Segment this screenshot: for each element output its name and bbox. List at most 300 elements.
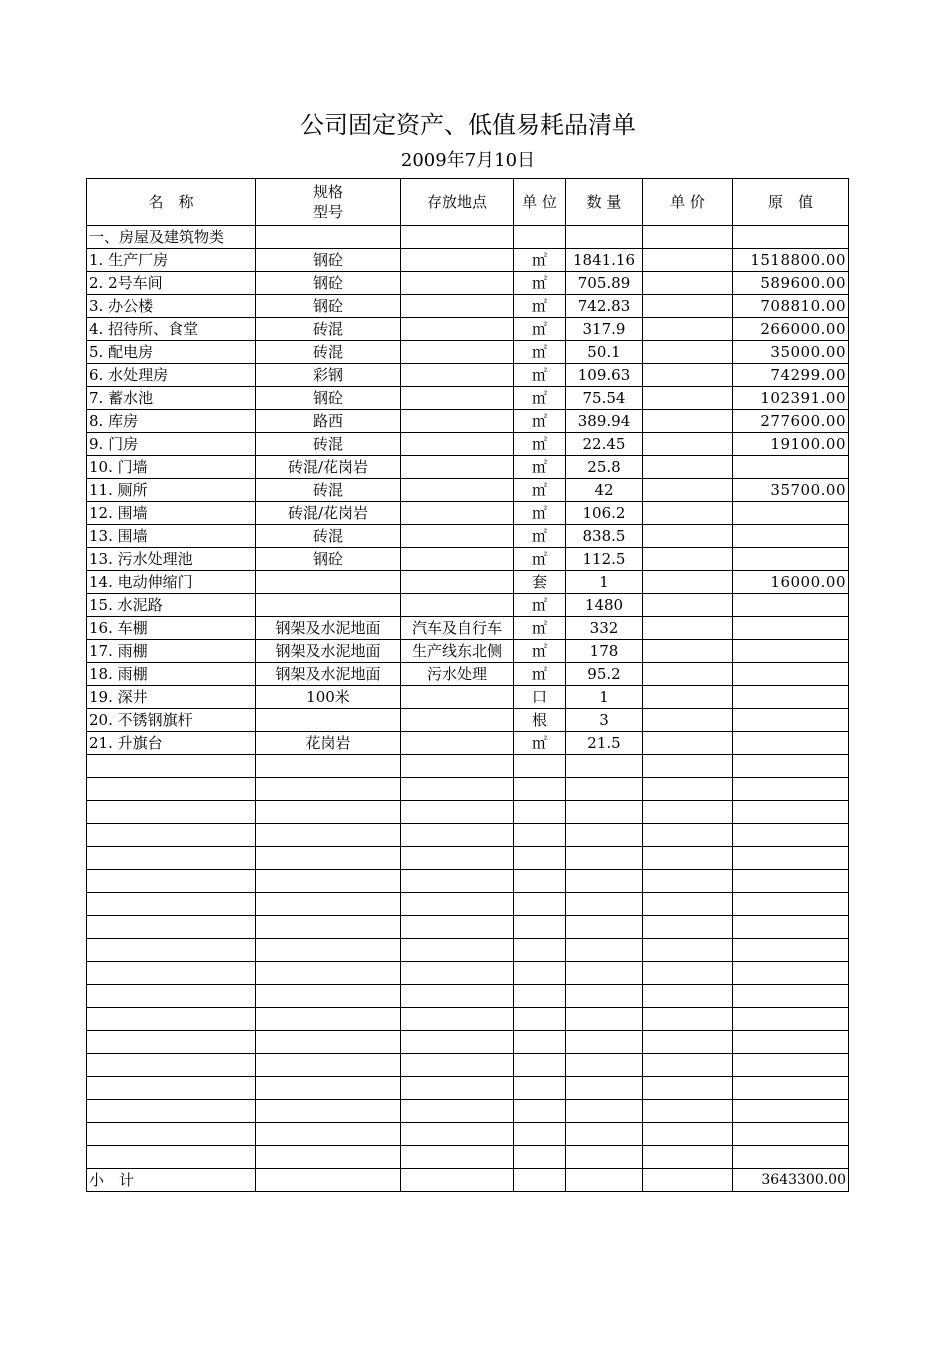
row-spec: 钢架及水泥地面 — [256, 663, 401, 686]
row-name: 14. 电动伸缩门 — [87, 571, 256, 594]
row-spec — [256, 571, 401, 594]
table-cell — [566, 847, 643, 870]
row-price — [643, 617, 733, 640]
table-cell — [566, 893, 643, 916]
empty-row — [87, 1008, 849, 1031]
row-quantity: 317.9 — [566, 318, 643, 341]
row-name: 16. 车棚 — [87, 617, 256, 640]
row-location — [401, 433, 514, 456]
row-price — [643, 594, 733, 617]
row-value: 35700.00 — [733, 479, 849, 502]
row-unit: ㎡ — [514, 433, 566, 456]
row-quantity: 21.5 — [566, 732, 643, 755]
table-row — [87, 341, 849, 364]
table-cell — [566, 778, 643, 801]
row-quantity: 742.83 — [566, 295, 643, 318]
table-cell — [566, 962, 643, 985]
row-price — [643, 732, 733, 755]
row-price — [643, 525, 733, 548]
table-cell — [401, 916, 514, 939]
table-cell — [256, 1008, 401, 1031]
table-cell — [566, 1031, 643, 1054]
row-name: 9. 门房 — [87, 433, 256, 456]
row-quantity: 22.45 — [566, 433, 643, 456]
table-cell — [87, 1100, 256, 1123]
header-location: 存放地点 — [401, 179, 514, 226]
row-price — [643, 479, 733, 502]
table-cell — [514, 1100, 566, 1123]
table-cell — [733, 1146, 849, 1169]
table-cell — [566, 1008, 643, 1031]
row-value — [733, 456, 849, 479]
table-row — [87, 732, 849, 755]
table-cell — [401, 985, 514, 1008]
row-spec: 钢架及水泥地面 — [256, 640, 401, 663]
row-value — [733, 640, 849, 663]
row-value — [733, 709, 849, 732]
table-cell — [733, 226, 849, 249]
row-location — [401, 502, 514, 525]
table-cell — [401, 1169, 514, 1192]
table-cell — [643, 1169, 733, 1192]
table-cell — [401, 824, 514, 847]
total-label: 小 计 — [87, 1169, 256, 1192]
row-location — [401, 295, 514, 318]
row-value — [733, 617, 849, 640]
empty-row — [87, 916, 849, 939]
table-cell — [643, 778, 733, 801]
empty-row — [87, 962, 849, 985]
header-name: 名 称 — [87, 179, 256, 226]
table-cell — [566, 916, 643, 939]
row-spec: 钢砼 — [256, 387, 401, 410]
table-cell — [643, 824, 733, 847]
table-cell — [401, 1077, 514, 1100]
table-cell — [566, 226, 643, 249]
row-price — [643, 456, 733, 479]
table-row — [87, 709, 849, 732]
row-value — [733, 686, 849, 709]
table-cell — [733, 1100, 849, 1123]
row-price — [643, 272, 733, 295]
total-value: 3643300.00 — [733, 1169, 849, 1192]
row-price — [643, 663, 733, 686]
row-name: 20. 不锈钢旗杆 — [87, 709, 256, 732]
row-spec: 彩钢 — [256, 364, 401, 387]
table-cell — [733, 1123, 849, 1146]
row-spec: 100米 — [256, 686, 401, 709]
row-value — [733, 663, 849, 686]
table-cell — [514, 962, 566, 985]
table-cell — [514, 801, 566, 824]
table-cell — [566, 755, 643, 778]
table-cell — [401, 870, 514, 893]
table-cell — [256, 1077, 401, 1100]
category-label: 一、房屋及建筑物类 — [87, 226, 256, 249]
table-cell — [87, 939, 256, 962]
table-cell — [401, 778, 514, 801]
row-name: 13. 污水处理池 — [87, 548, 256, 571]
row-unit: ㎡ — [514, 479, 566, 502]
table-cell — [566, 1100, 643, 1123]
row-unit: ㎡ — [514, 295, 566, 318]
empty-row — [87, 985, 849, 1008]
row-spec: 路西 — [256, 410, 401, 433]
table-row — [87, 295, 849, 318]
row-name: 3. 办公楼 — [87, 295, 256, 318]
sheet-date: 2009年7月10日 — [400, 150, 536, 171]
row-quantity: 705.89 — [566, 272, 643, 295]
row-quantity: 838.5 — [566, 525, 643, 548]
table-cell — [733, 870, 849, 893]
row-value — [733, 594, 849, 617]
table-cell — [643, 1054, 733, 1077]
table-cell — [256, 778, 401, 801]
table-cell — [643, 1100, 733, 1123]
row-value — [733, 502, 849, 525]
table-cell — [566, 801, 643, 824]
row-spec: 砖混 — [256, 525, 401, 548]
table-cell — [514, 1123, 566, 1146]
table-cell — [514, 916, 566, 939]
row-quantity: 42 — [566, 479, 643, 502]
row-spec: 钢架及水泥地面 — [256, 617, 401, 640]
table-row — [87, 272, 849, 295]
row-name: 12. 围墙 — [87, 502, 256, 525]
table-row — [87, 663, 849, 686]
row-quantity: 25.8 — [566, 456, 643, 479]
row-name: 8. 库房 — [87, 410, 256, 433]
row-quantity: 1480 — [566, 594, 643, 617]
table-row — [87, 479, 849, 502]
table-cell — [87, 755, 256, 778]
row-price — [643, 709, 733, 732]
row-name: 19. 深井 — [87, 686, 256, 709]
empty-row — [87, 1054, 849, 1077]
table-cell — [643, 847, 733, 870]
table-cell — [566, 1123, 643, 1146]
table-cell — [87, 847, 256, 870]
table-cell — [256, 1146, 401, 1169]
table-cell — [401, 1123, 514, 1146]
row-name: 2. 2号车间 — [87, 272, 256, 295]
row-quantity: 3 — [566, 709, 643, 732]
table-cell — [514, 1008, 566, 1031]
total-row — [87, 1169, 849, 1192]
row-name: 4. 招待所、食堂 — [87, 318, 256, 341]
table-cell — [514, 1054, 566, 1077]
table-row — [87, 318, 849, 341]
table-cell — [643, 1123, 733, 1146]
row-location — [401, 341, 514, 364]
category-row — [87, 226, 849, 249]
table-cell — [401, 1008, 514, 1031]
row-value: 266000.00 — [733, 318, 849, 341]
table-cell — [256, 893, 401, 916]
row-value — [733, 732, 849, 755]
row-name: 15. 水泥路 — [87, 594, 256, 617]
table-cell — [514, 226, 566, 249]
table-cell — [733, 824, 849, 847]
table-cell — [733, 1054, 849, 1077]
table-cell — [256, 916, 401, 939]
table-row — [87, 410, 849, 433]
sheet-title: 公司固定资产、低值易耗品清单 — [300, 111, 636, 139]
table-cell — [514, 939, 566, 962]
asset-table — [86, 178, 849, 1192]
table-cell — [643, 985, 733, 1008]
row-location — [401, 548, 514, 571]
row-location: 生产线东北侧 — [401, 640, 514, 663]
empty-row — [87, 847, 849, 870]
row-location: 汽车及自行车 — [401, 617, 514, 640]
table-cell — [643, 801, 733, 824]
row-price — [643, 249, 733, 272]
table-cell — [87, 870, 256, 893]
table-cell — [256, 1169, 401, 1192]
empty-row — [87, 1031, 849, 1054]
header-spec — [256, 179, 401, 226]
row-location — [401, 456, 514, 479]
row-location — [401, 387, 514, 410]
empty-row — [87, 870, 849, 893]
row-location: 污水处理 — [401, 663, 514, 686]
table-cell — [256, 847, 401, 870]
row-quantity: 75.54 — [566, 387, 643, 410]
table-row — [87, 364, 849, 387]
table-cell — [514, 847, 566, 870]
row-location — [401, 709, 514, 732]
row-location — [401, 525, 514, 548]
row-name: 18. 雨棚 — [87, 663, 256, 686]
table-cell — [566, 824, 643, 847]
table-cell — [256, 939, 401, 962]
table-row — [87, 571, 849, 594]
table-cell — [566, 1054, 643, 1077]
table-cell — [643, 916, 733, 939]
row-quantity: 1841.16 — [566, 249, 643, 272]
table-cell — [643, 1008, 733, 1031]
row-location — [401, 272, 514, 295]
table-cell — [514, 778, 566, 801]
row-unit: ㎡ — [514, 548, 566, 571]
table-cell — [401, 1054, 514, 1077]
row-unit: ㎡ — [514, 502, 566, 525]
table-cell — [514, 1169, 566, 1192]
table-cell — [514, 1077, 566, 1100]
table-cell — [401, 893, 514, 916]
row-price — [643, 640, 733, 663]
empty-row — [87, 778, 849, 801]
row-name: 13. 围墙 — [87, 525, 256, 548]
table-cell — [514, 1031, 566, 1054]
table-cell — [87, 1146, 256, 1169]
row-unit: ㎡ — [514, 525, 566, 548]
row-value: 16000.00 — [733, 571, 849, 594]
table-cell — [514, 985, 566, 1008]
row-spec: 砖混/花岗岩 — [256, 456, 401, 479]
table-body — [87, 226, 849, 1192]
row-unit: ㎡ — [514, 732, 566, 755]
header-unit: 单 位 — [514, 179, 566, 226]
row-location — [401, 686, 514, 709]
table-cell — [256, 226, 401, 249]
row-price — [643, 502, 733, 525]
table-cell — [643, 226, 733, 249]
row-location — [401, 479, 514, 502]
row-price — [643, 295, 733, 318]
table-cell — [256, 755, 401, 778]
table-cell — [87, 962, 256, 985]
row-spec: 砖混/花岗岩 — [256, 502, 401, 525]
row-value — [733, 548, 849, 571]
table-row — [87, 594, 849, 617]
row-value — [733, 525, 849, 548]
table-cell — [401, 801, 514, 824]
row-quantity: 1 — [566, 571, 643, 594]
table-cell — [87, 1008, 256, 1031]
header-row — [87, 179, 849, 226]
row-unit: ㎡ — [514, 410, 566, 433]
table-cell — [256, 870, 401, 893]
table-row — [87, 548, 849, 571]
row-location — [401, 318, 514, 341]
row-unit: ㎡ — [514, 617, 566, 640]
table-cell — [733, 962, 849, 985]
row-quantity: 1 — [566, 686, 643, 709]
table-cell — [87, 824, 256, 847]
table-row — [87, 640, 849, 663]
row-unit: ㎡ — [514, 249, 566, 272]
table-cell — [87, 916, 256, 939]
row-quantity: 332 — [566, 617, 643, 640]
row-spec: 砖混 — [256, 341, 401, 364]
empty-row — [87, 1146, 849, 1169]
table-cell — [401, 939, 514, 962]
table-cell — [733, 1077, 849, 1100]
row-price — [643, 387, 733, 410]
table-cell — [401, 1100, 514, 1123]
table-row — [87, 502, 849, 525]
row-name: 7. 蓄水池 — [87, 387, 256, 410]
table-cell — [87, 1123, 256, 1146]
table-cell — [514, 893, 566, 916]
table-cell — [566, 870, 643, 893]
table-cell — [256, 801, 401, 824]
table-cell — [87, 801, 256, 824]
table-cell — [401, 1146, 514, 1169]
row-name: 10. 门墙 — [87, 456, 256, 479]
table-cell — [733, 847, 849, 870]
row-unit: ㎡ — [514, 640, 566, 663]
row-location — [401, 364, 514, 387]
table-cell — [733, 916, 849, 939]
row-spec: 钢砼 — [256, 272, 401, 295]
table-cell — [643, 870, 733, 893]
table-cell — [643, 1146, 733, 1169]
row-spec: 花岗岩 — [256, 732, 401, 755]
table-cell — [733, 939, 849, 962]
table-row — [87, 525, 849, 548]
table-cell — [256, 1054, 401, 1077]
row-spec: 钢砼 — [256, 249, 401, 272]
row-price — [643, 571, 733, 594]
empty-row — [87, 1123, 849, 1146]
row-quantity: 95.2 — [566, 663, 643, 686]
table-cell — [401, 226, 514, 249]
table-cell — [256, 1123, 401, 1146]
row-value: 277600.00 — [733, 410, 849, 433]
empty-row — [87, 1100, 849, 1123]
table-cell — [401, 755, 514, 778]
table-cell — [514, 870, 566, 893]
row-value: 102391.00 — [733, 387, 849, 410]
table-cell — [401, 847, 514, 870]
row-price — [643, 686, 733, 709]
table-row — [87, 249, 849, 272]
empty-row — [87, 893, 849, 916]
empty-row — [87, 801, 849, 824]
row-value: 708810.00 — [733, 295, 849, 318]
row-unit: ㎡ — [514, 272, 566, 295]
table-cell — [514, 1146, 566, 1169]
table-cell — [566, 1146, 643, 1169]
table-cell — [256, 1031, 401, 1054]
row-price — [643, 410, 733, 433]
header-spec-line2: 型号 — [312, 203, 343, 221]
row-location — [401, 249, 514, 272]
row-unit: ㎡ — [514, 663, 566, 686]
table-cell — [566, 1077, 643, 1100]
row-unit: ㎡ — [514, 456, 566, 479]
table-cell — [643, 962, 733, 985]
row-location — [401, 732, 514, 755]
row-spec — [256, 594, 401, 617]
empty-row — [87, 755, 849, 778]
table-cell — [733, 985, 849, 1008]
table-cell — [87, 985, 256, 1008]
table-row — [87, 617, 849, 640]
table-cell — [643, 755, 733, 778]
row-price — [643, 341, 733, 364]
row-unit: 口 — [514, 686, 566, 709]
table-row — [87, 686, 849, 709]
table-cell — [401, 1031, 514, 1054]
table-cell — [87, 1031, 256, 1054]
row-value: 19100.00 — [733, 433, 849, 456]
table-cell — [87, 893, 256, 916]
table-cell — [733, 755, 849, 778]
row-spec: 砖混 — [256, 479, 401, 502]
row-unit: 套 — [514, 571, 566, 594]
table-cell — [87, 1077, 256, 1100]
header-spec-line1: 规格 — [312, 183, 343, 201]
row-quantity: 50.1 — [566, 341, 643, 364]
empty-row — [87, 824, 849, 847]
row-name: 1. 生产厂房 — [87, 249, 256, 272]
table-cell — [643, 1031, 733, 1054]
table-row — [87, 387, 849, 410]
table-cell — [566, 1169, 643, 1192]
table-cell — [643, 1077, 733, 1100]
row-name: 6. 水处理房 — [87, 364, 256, 387]
row-name: 5. 配电房 — [87, 341, 256, 364]
row-spec — [256, 709, 401, 732]
row-quantity: 109.63 — [566, 364, 643, 387]
table-cell — [733, 801, 849, 824]
row-name: 21. 升旗台 — [87, 732, 256, 755]
row-value: 589600.00 — [733, 272, 849, 295]
